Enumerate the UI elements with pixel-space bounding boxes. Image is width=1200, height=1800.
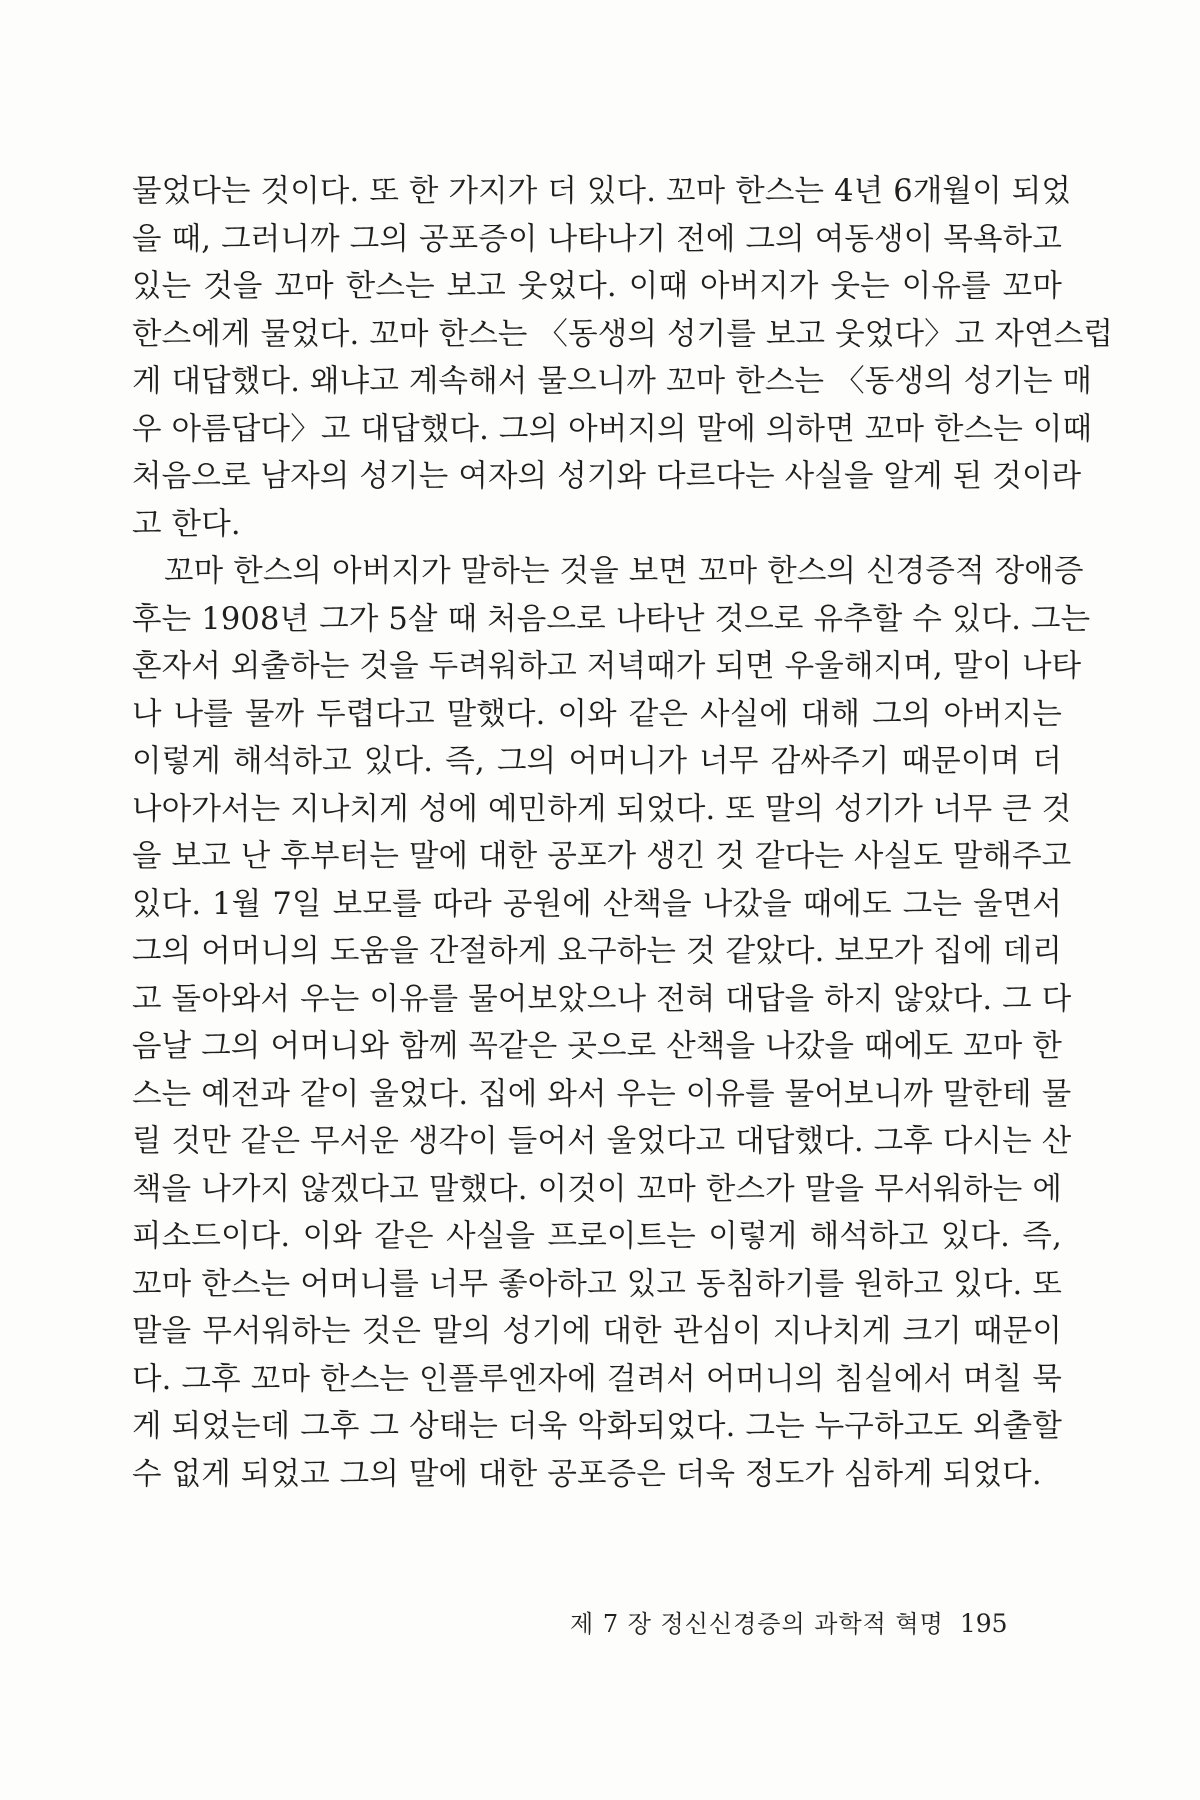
- text-line: 책을 나가지 않겠다고 말했다. 이것이 꼬마 한스가 말을 무서워하는 에: [132, 1171, 1062, 1207]
- text-line: 게 되었는데 그후 그 상태는 더욱 악화되었다. 그는 누구하고도 외출할: [132, 1409, 1062, 1444]
- chapter-title: 제 7 장 정신신경증의 과학적 혁명: [570, 1610, 944, 1638]
- text-line: 말을 무서워하는 것은 말의 성기에 대한 관심이 지나치게 크기 때문이: [132, 1314, 1062, 1349]
- text-line: 한스에게 물었다. 꼬마 한스는 〈동생의 성기를 보고 웃었다〉고 자연스럽: [132, 316, 1114, 352]
- text-line: 나 나를 물까 두렵다고 말했다. 이와 같은 사실에 대해 그의 아버지는: [132, 696, 1062, 732]
- text-line: 물었다는 것이다. 또 한 가지가 더 있다. 꼬마 한스는 4년 6개월이 되었: [132, 174, 1072, 209]
- text-line: 있는 것을 꼬마 한스는 보고 웃었다. 이때 아버지가 웃는 이유를 꼬마: [132, 269, 1062, 304]
- text-line: 있다. 1월 7일 보모를 따라 공원에 산책을 나갔을 때에도 그는 울면서: [132, 886, 1062, 922]
- text-line: 처음으로 남자의 성기는 여자의 성기와 다르다는 사실을 알게 된 것이라: [132, 459, 1082, 494]
- text-line: 이렇게 해석하고 있다. 즉, 그의 어머니가 너무 감싸주기 때문이며 더: [132, 744, 1062, 779]
- running-footer: [570, 1604, 1030, 1639]
- body-text: [132, 168, 1114, 1498]
- text-line: 후는 1908년 그가 5살 때 처음으로 나타난 것으로 유추할 수 있다. 그는: [132, 601, 1091, 637]
- paragraph-end-line: 수 없게 되었고 그의 말에 대한 공포증은 더욱 정도가 심하게 되었다.: [132, 1456, 1042, 1492]
- text-line: 우 아름답다〉고 대답했다. 그의 아버지의 말에 의하면 꼬마 한스는 이때: [132, 411, 1093, 447]
- page-number: 195: [959, 1609, 1008, 1638]
- paragraph-end-line: 고 한다.: [132, 506, 241, 542]
- text-line: 스는 예전과 같이 울었다. 집에 와서 우는 이유를 물어보니까 말한테 물: [132, 1076, 1072, 1112]
- text-line: 을 때, 그러니까 그의 공포증이 나타나기 전에 그의 여동생이 목욕하고: [132, 221, 1062, 257]
- paragraph-start-line: 꼬마 한스의 아버지가 말하는 것을 보면 꼬마 한스의 신경증적 장애증: [164, 554, 1084, 589]
- text-line: 게 대답했다. 왜냐고 계속해서 물으니까 꼬마 한스는 〈동생의 성기는 매: [132, 364, 1093, 399]
- text-line: 을 보고 난 후부터는 말에 대한 공포가 생긴 것 같다는 사실도 말해주고: [132, 839, 1072, 874]
- text-line: 꼬마 한스는 어머니를 너무 좋아하고 있고 동침하기를 원하고 있다. 또: [132, 1266, 1062, 1302]
- text-line: 릴 것만 같은 무서운 생각이 들어서 울었다고 대답했다. 그후 다시는 산: [132, 1124, 1072, 1159]
- text-line: 나아가서는 지나치게 성에 예민하게 되었다. 또 말의 성기가 너무 큰 것: [132, 791, 1072, 827]
- text-line: 혼자서 외출하는 것을 두려워하고 저녁때가 되면 우울해지며, 말이 나타: [132, 649, 1082, 684]
- text-line: 고 돌아와서 우는 이유를 물어보았으나 전혀 대답을 하지 않았다. 그 다: [132, 981, 1072, 1017]
- text-line: 음날 그의 어머니와 함께 꼭같은 곳으로 산책을 나갔을 때에도 꼬마 한: [132, 1029, 1062, 1064]
- text-line: 피소드이다. 이와 같은 사실을 프로이트는 이렇게 해석하고 있다. 즉,: [132, 1219, 1062, 1254]
- text-line: 다. 그후 꼬마 한스는 인플루엔자에 걸려서 어머니의 침실에서 며칠 묵: [132, 1361, 1062, 1397]
- text-line: 그의 어머니의 도움을 간절하게 요구하는 것 같았다. 보모가 집에 데리: [132, 934, 1062, 969]
